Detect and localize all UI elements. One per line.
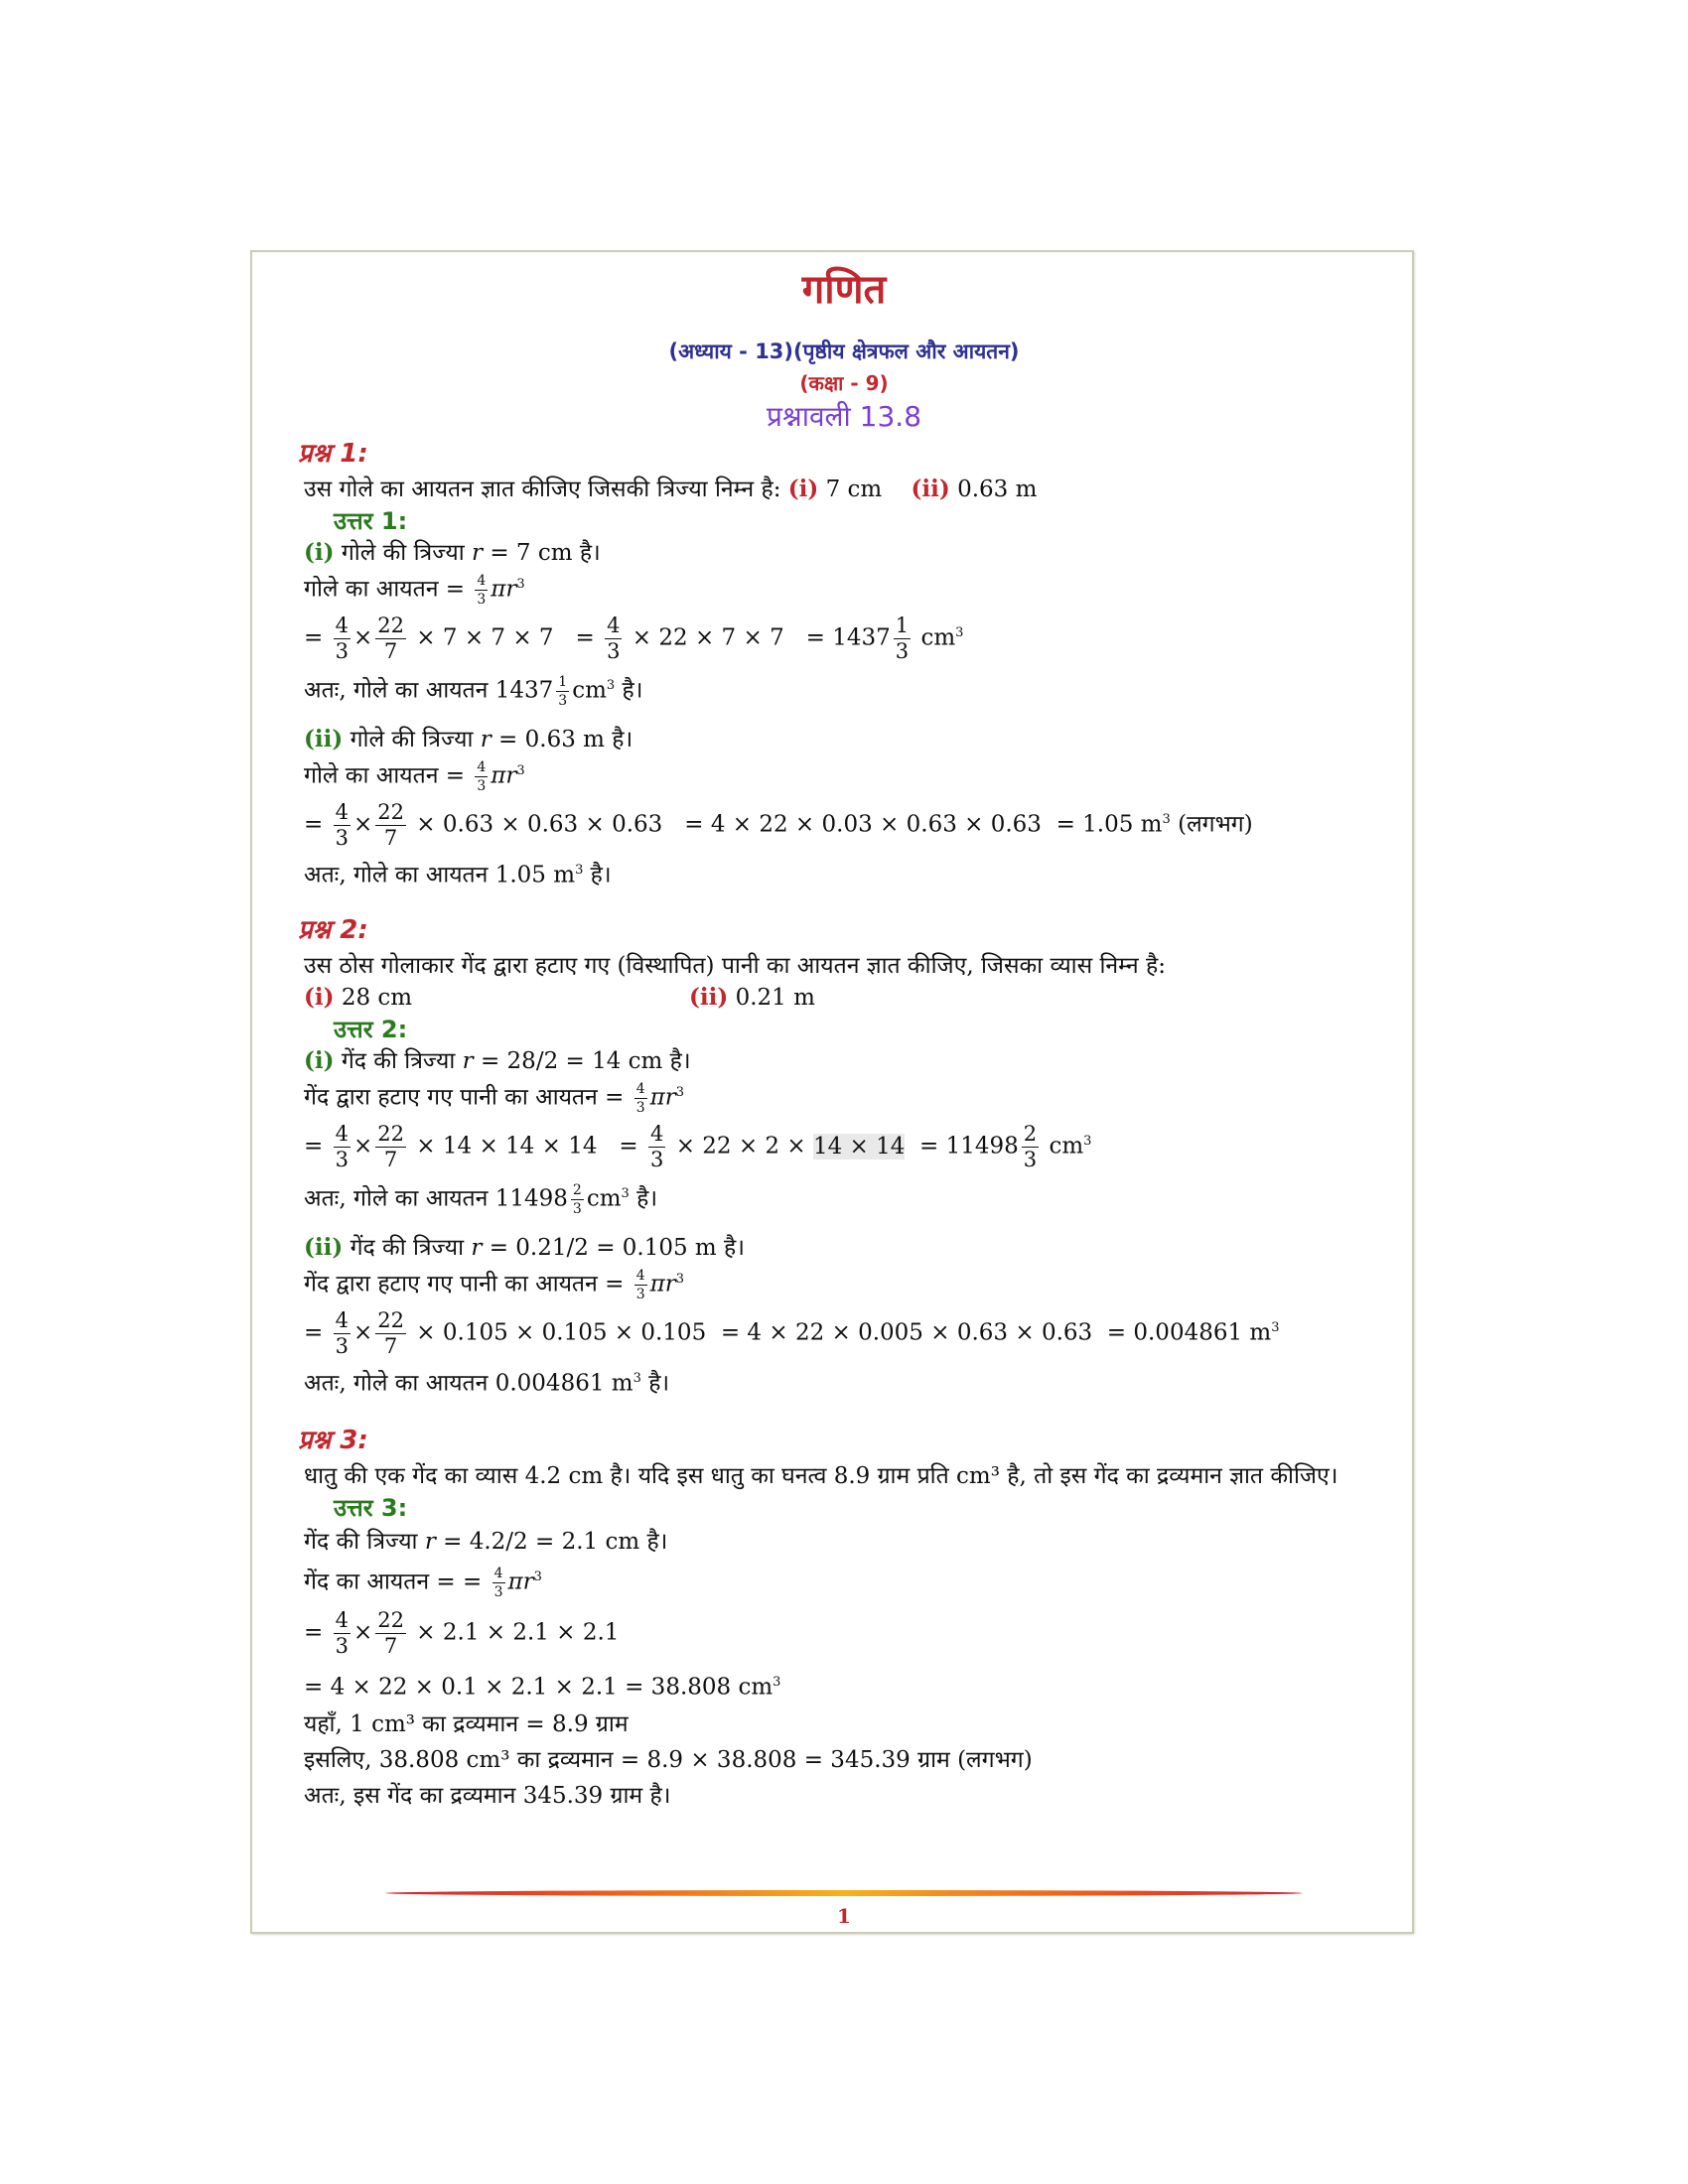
chapter-heading: (अध्याय - 13)(पृष्ठीय क्षेत्रफल और आयतन)	[668, 340, 1020, 363]
a3-mass-line: यहाँ, 1 cm³ का द्रव्यमान = 8.9 ग्राम	[304, 1711, 629, 1737]
a1-conclusion: अतः, गोले का आयतन 1437 $\frac{1}{3}$ $cm^3$ है।	[304, 674, 643, 710]
a1-part2-steps: = $\frac{4}{3}$ × $\frac{22}{7}$ × 0.63 × 0.63 × 0.63 = 4 × 22 × 0.03 × 0.63 × 0.63 = 1.05 $m^3$ (लगभग)	[304, 800, 1253, 850]
a3-step-1: = $\frac{4}{3}$ × $\frac{22}{7}$ × 2.1 × 2.1 × 2.1	[304, 1608, 620, 1658]
exercise-heading: प्रश्नावली 13.8	[766, 400, 922, 433]
a1-step-1: = $\frac{4}{3}$ × $\frac{22}{7}$ × 7 × 7 × 7 = $\frac{4}{3}$ × 22 × 7 × 7 = 1437 $\frac{1}{3}$ $cm^3$	[304, 614, 964, 663]
answer-3-label: उत्तर 3:	[334, 1494, 408, 1522]
a2-part2-radius: (ii) गेंद की त्रिज्या r = 0.21/2 = 0.105 m है।	[304, 1234, 745, 1261]
question-2-text: उस ठोस गोलाकार गेंद द्वारा हटाए गए (विस्थापित) पानी का आयतन ज्ञात कीजिए, जिसका व्यास निम्न है:	[304, 953, 1166, 979]
a1-volume-formula: गोले का आयतन = $\frac{4}{3}$ $\pi r^3$	[304, 573, 525, 609]
class-heading: (कक्षा - 9)	[799, 371, 889, 395]
answer-1-label: उत्तर 1:	[334, 507, 408, 535]
page-title: गणित	[801, 267, 887, 313]
a1-part2-conclusion: अतः, गोले का आयतन 1.05 $m^3$ है।	[304, 862, 612, 888]
a2-step-1: = $\frac{4}{3}$ × $\frac{22}{7}$ × 14 × 14 × 14 = $\frac{4}{3}$ × 22 × 2 × 14 × 14 = 11498 $\frac{2}{3}$ $cm^3$	[304, 1122, 1092, 1171]
question-1-label: प्रश्न 1:	[298, 439, 368, 469]
question-3-text: धातु की एक गेंद का व्यास 4.2 cm है। यदि इस धातु का घनत्व 8.9 ग्राम प्रति cm³ है, तो इस गेंद का द्रव्यमान ज्ञात कीजिए।	[304, 1463, 1338, 1489]
a3-conclusion: अतः, इस गेंद का द्रव्यमान 345.39 ग्राम है।	[304, 1783, 671, 1809]
page-number: 1	[837, 1904, 851, 1928]
question-2-options: (i) 28 cm	[304, 984, 413, 1011]
a3-step-2: = 4 × 22 × 0.1 × 2.1 × 2.1 = 38.808 $cm^3$	[304, 1674, 781, 1701]
a2-radius-line: (i) गेंद की त्रिज्या r = 28/2 = 14 cm है।	[304, 1047, 691, 1074]
a2-part2-formula: गेंद द्वारा हटाए गए पानी का आयतन = $\frac{4}{3}$ $\pi r^3$	[304, 1268, 685, 1303]
a3-radius-line: गेंद की त्रिज्या r = 4.2/2 = 2.1 cm है।	[304, 1529, 668, 1555]
a1-part2-radius: (ii) गोले की त्रिज्या r = 0.63 m है।	[304, 726, 633, 752]
a2-conclusion: अतः, गोले का आयतन 11498 $\frac{2}{3}$ $cm^3$ है।	[304, 1182, 658, 1218]
a1-part2-formula: गोले का आयतन = $\frac{4}{3}$ $\pi r^3$	[304, 759, 525, 795]
question-3-label: प्रश्न 3:	[298, 1426, 368, 1455]
a3-volume-formula: गेंद का आयतन = = $\frac{4}{3}$ $\pi r^3$	[304, 1566, 542, 1601]
question-2-option-ii: (ii) 0.21 m	[689, 984, 815, 1011]
a3-mass-calc: इसलिए, 38.808 cm³ का द्रव्यमान = 8.9 × 38.808 = 345.39 ग्राम (लगभग)	[304, 1747, 1033, 1773]
footer-divider	[385, 1890, 1303, 1896]
a1-radius-line: (i) गोले की त्रिज्या r = 7 cm है।	[304, 539, 601, 566]
a2-volume-formula: गेंद द्वारा हटाए गए पानी का आयतन = $\frac{4}{3}$ $\pi r^3$	[304, 1081, 685, 1117]
question-2-label: प्रश्न 2:	[298, 915, 368, 945]
question-1-text: उस गोले का आयतन ज्ञात कीजिए जिसकी त्रिज्या निम्न है: (i) 7 cm (ii) 0.63 m	[304, 476, 1038, 502]
answer-2-label: उत्तर 2:	[334, 1016, 408, 1043]
a2-part2-conclusion: अतः, गोले का आयतन 0.004861 $m^3$ है।	[304, 1370, 670, 1397]
a2-part2-steps: = $\frac{4}{3}$ × $\frac{22}{7}$ × 0.105 × 0.105 × 0.105 = 4 × 22 × 0.005 × 0.63 × 0.63 = 0.004861 $m^3$	[304, 1308, 1280, 1358]
